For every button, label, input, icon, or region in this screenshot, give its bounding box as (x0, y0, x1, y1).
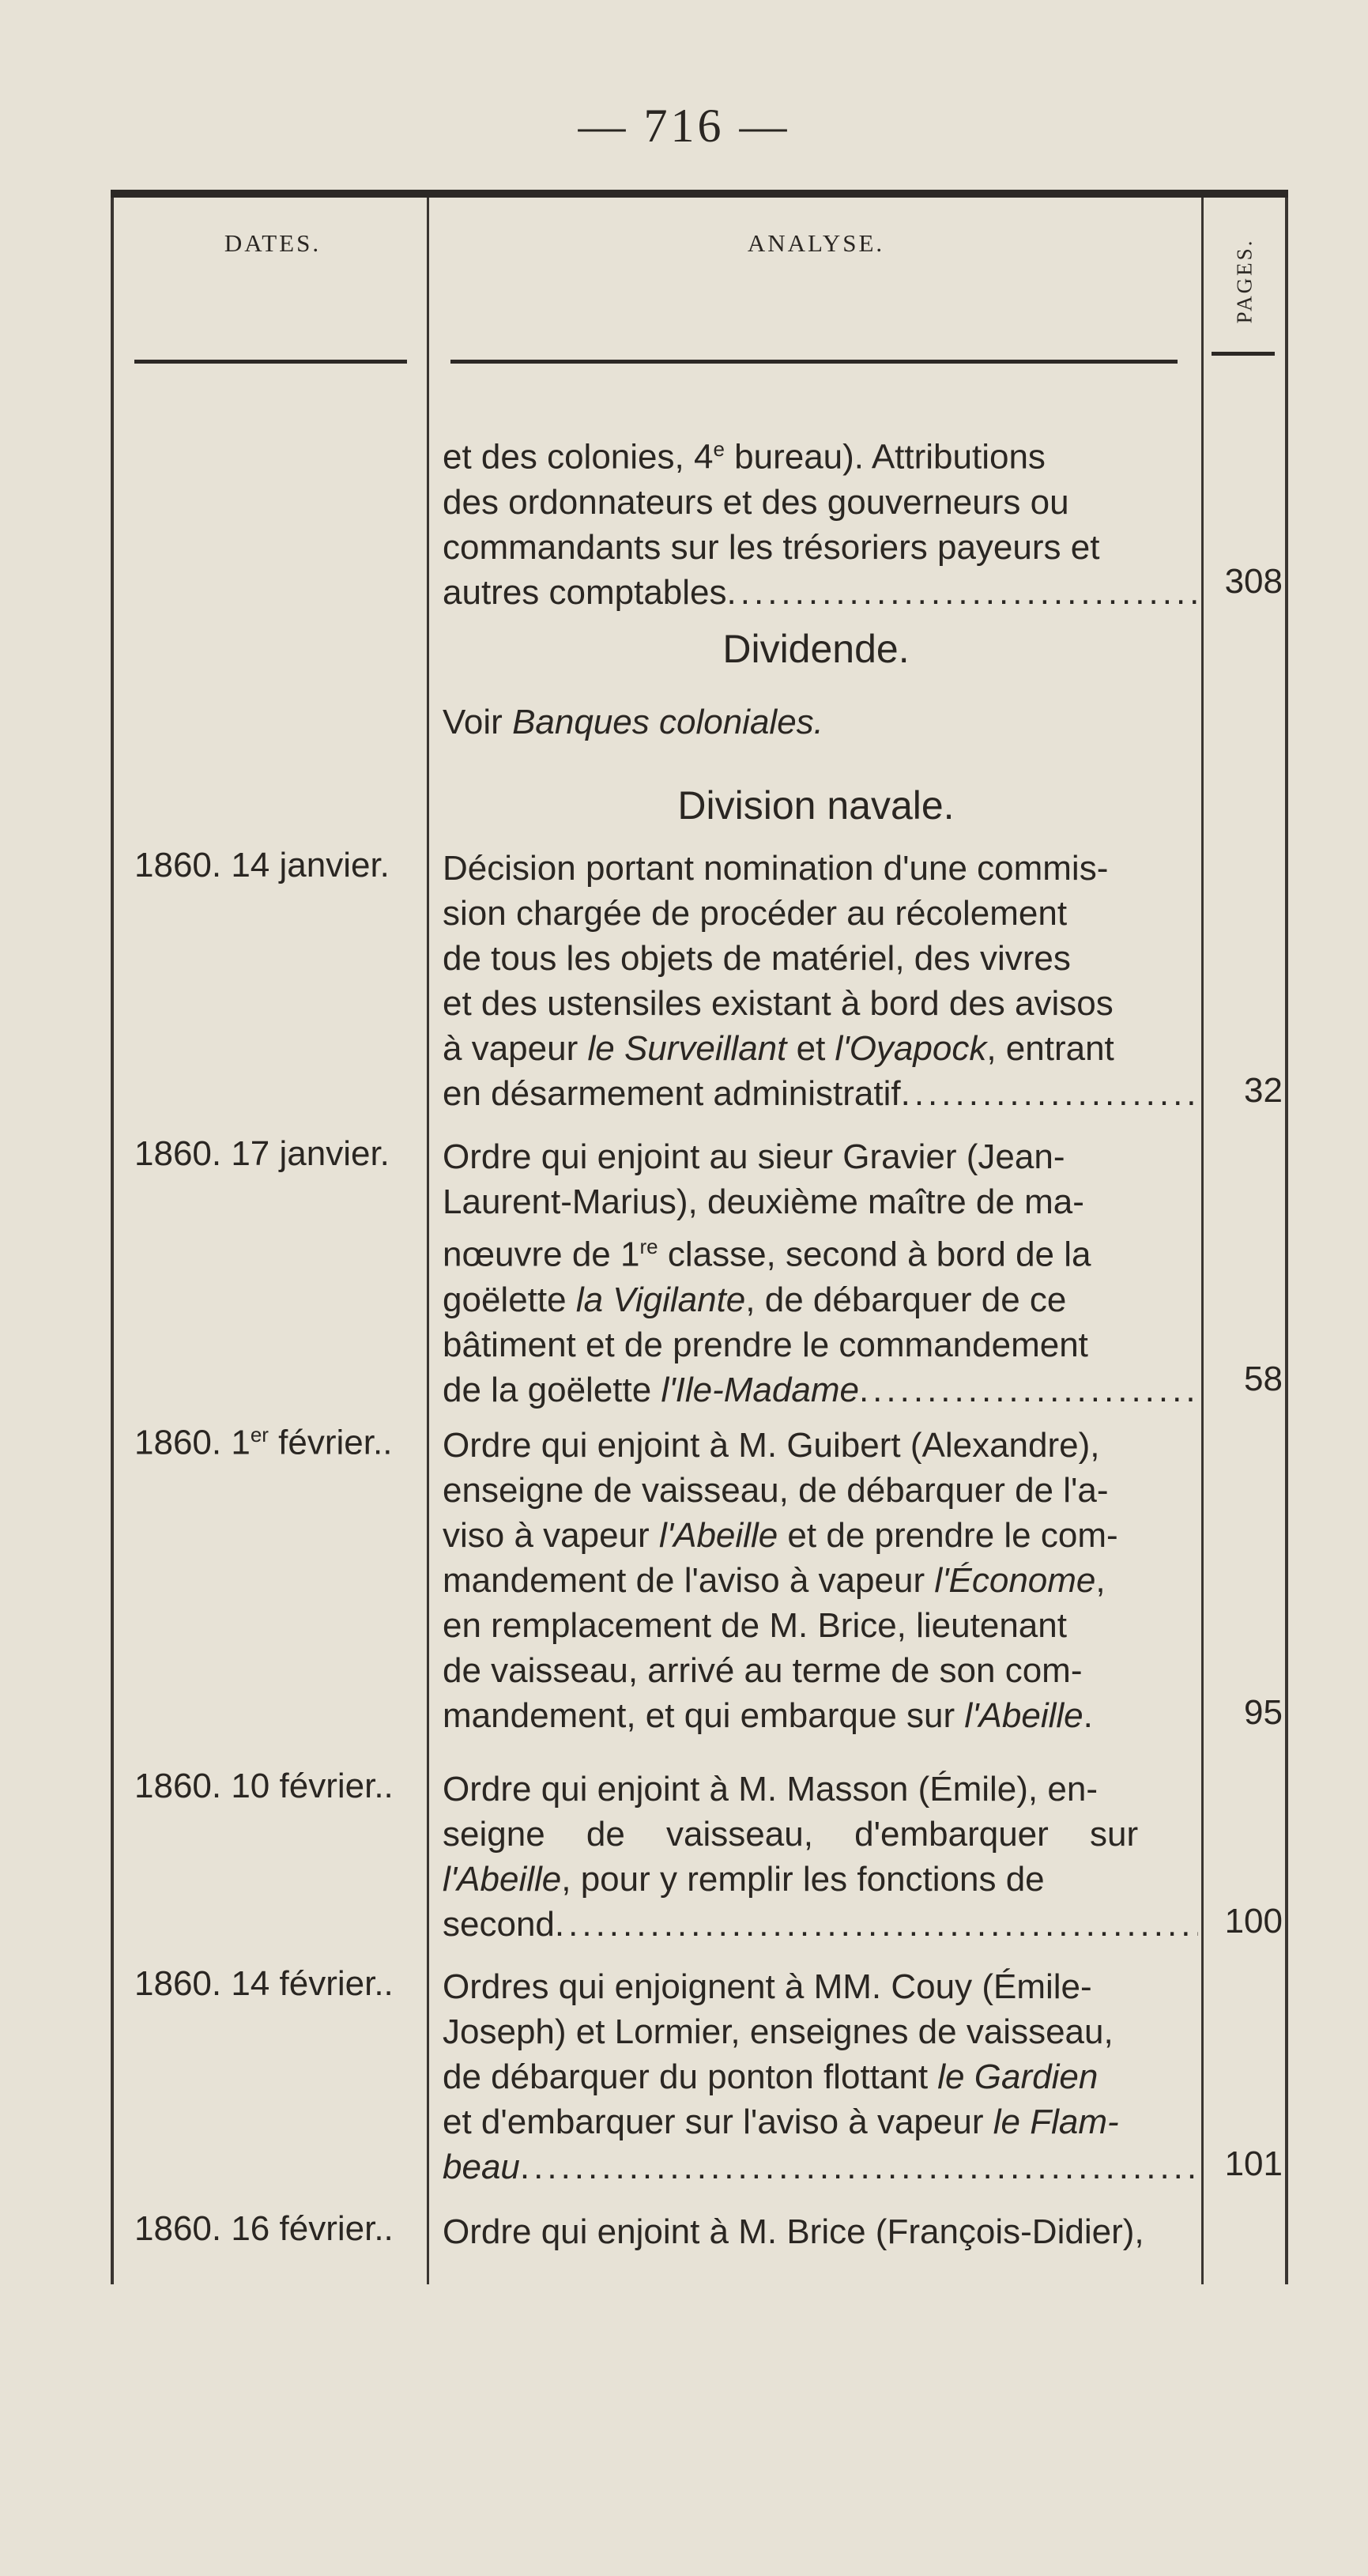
analysis-line: de débarquer du ponton flottant le Gardien (443, 2057, 1099, 2096)
analysis-line: et d'embarquer sur l'aviso à vapeur le Flam- (443, 2103, 1119, 2141)
analysis-line: goëlette la Vigilante, de débarquer de ce (443, 1280, 1067, 1319)
entry-date: 1860. 17 janvier. (134, 1134, 390, 1173)
section-heading-division-navale: Division navale. (677, 783, 955, 828)
header-rule-analyse (450, 360, 1178, 364)
analysis-line: en remplacement de M. Brice, lieutenant (443, 1606, 1067, 1645)
page-reference: 100 (1224, 1902, 1283, 1940)
analysis-line: mandement, et qui embarque sur l'Abeille. (443, 1696, 1093, 1735)
header-rule-dates (134, 360, 407, 364)
entry-analysis (443, 1134, 1198, 1412)
see-reference: Voir Banques coloniales. (443, 703, 823, 741)
page-reference: 58 (1244, 1360, 1283, 1398)
analysis-line: et des ustensiles existant à bord des avisos (443, 984, 1114, 1023)
analysis-line: Joseph) et Lormier, enseignes de vaisseau, (443, 2012, 1114, 2051)
entry-analysis (443, 846, 1198, 1116)
analysis-line: Ordre qui enjoint au sieur Gravier (Jean- (443, 1137, 1065, 1176)
column-divider-dates (427, 198, 429, 2284)
border-left (111, 198, 114, 2284)
analysis-line: et des colonies, 4e bureau). Attributions (443, 437, 1046, 477)
analysis-line: de vaisseau, arrivé au terme de son com- (443, 1651, 1083, 1690)
index-table (111, 190, 1288, 2292)
entry-analysis (443, 2209, 1198, 2254)
analysis-line: de tous les objets de matériel, des vivres (443, 939, 1071, 978)
analysis-line: viso à vapeur l'Abeille et de prendre le com- (443, 1516, 1118, 1555)
analysis-line: Laurent-Marius), deuxième maître de ma- (443, 1182, 1084, 1221)
entry-date: 1860. 16 février.. (134, 2209, 394, 2248)
entry-analysis (443, 1964, 1198, 2189)
entry-date: 1860. 14 février.. (134, 1964, 394, 2003)
analysis-line: commandants sur les trésoriers payeurs et (443, 527, 1100, 567)
analysis-line: mandement de l'aviso à vapeur l'Économe, (443, 1561, 1106, 1600)
analysis-last-line: autres comptables ..... (443, 570, 1198, 615)
analysis-line: sion chargée de procéder au récolement (443, 894, 1068, 933)
entry-analysis (443, 1767, 1198, 1947)
analysis-last-line: de la goëlette l'Ile-Madame ..... (443, 1367, 1198, 1412)
analysis-line: seigne de vaisseau, d'embarquer sur (443, 1815, 1139, 1854)
section-heading-dividende: Dividende. (722, 627, 910, 671)
border-right (1285, 198, 1288, 2284)
analysis-line: l'Abeille, pour y remplir les fonctions de (443, 1860, 1045, 1899)
page-number: — 716 — (578, 100, 790, 152)
analysis-line: Ordres qui enjoignent à MM. Couy (Émile- (443, 1967, 1092, 2006)
analysis-continuation (443, 427, 1198, 615)
entry-date: 1860. 14 janvier. (134, 846, 390, 884)
header-dates: DATES. (224, 229, 322, 257)
analysis-last-line: second ..... (443, 1902, 1198, 1947)
entry-date: 1860. 1er février.. (134, 1423, 393, 1462)
top-rule (111, 190, 1288, 198)
entry-analysis (443, 1423, 1198, 1738)
analysis-last-line: en désarmement administratif ..... (443, 1071, 1198, 1116)
entry-date: 1860. 10 février.. (134, 1767, 394, 1805)
analysis-line: Ordre qui enjoint à M. Masson (Émile), en- (443, 1770, 1098, 1808)
analysis-line: bâtiment et de prendre le commandement (443, 1325, 1088, 1364)
page-reference: 32 (1244, 1071, 1283, 1110)
page-reference: 101 (1224, 2144, 1283, 2183)
analysis-line: enseigne de vaisseau, de débarquer de l'a- (443, 1471, 1109, 1510)
analysis-line: Ordre qui enjoint à M. Brice (François-Didier), (443, 2212, 1144, 2251)
analysis-line: Décision portant nomination d'une commis- (443, 849, 1109, 888)
page-reference: 308 (1224, 562, 1283, 601)
analysis-line: nœuvre de 1re classe, second à bord de la (443, 1235, 1091, 1274)
analysis-last-line: beau ..... (443, 2144, 1198, 2189)
page-reference: 95 (1244, 1693, 1283, 1732)
header-pages: PAGES. (1232, 238, 1257, 323)
analysis-line: des ordonnateurs et des gouverneurs ou (443, 482, 1069, 522)
header-analyse: ANALYSE. (747, 229, 885, 257)
analysis-line: à vapeur le Surveillant et l'Oyapock, entrant (443, 1029, 1114, 1068)
header-rule-pages (1212, 352, 1275, 356)
analysis-line: Ordre qui enjoint à M. Guibert (Alexandre), (443, 1426, 1100, 1465)
column-divider-pages (1201, 198, 1204, 2284)
